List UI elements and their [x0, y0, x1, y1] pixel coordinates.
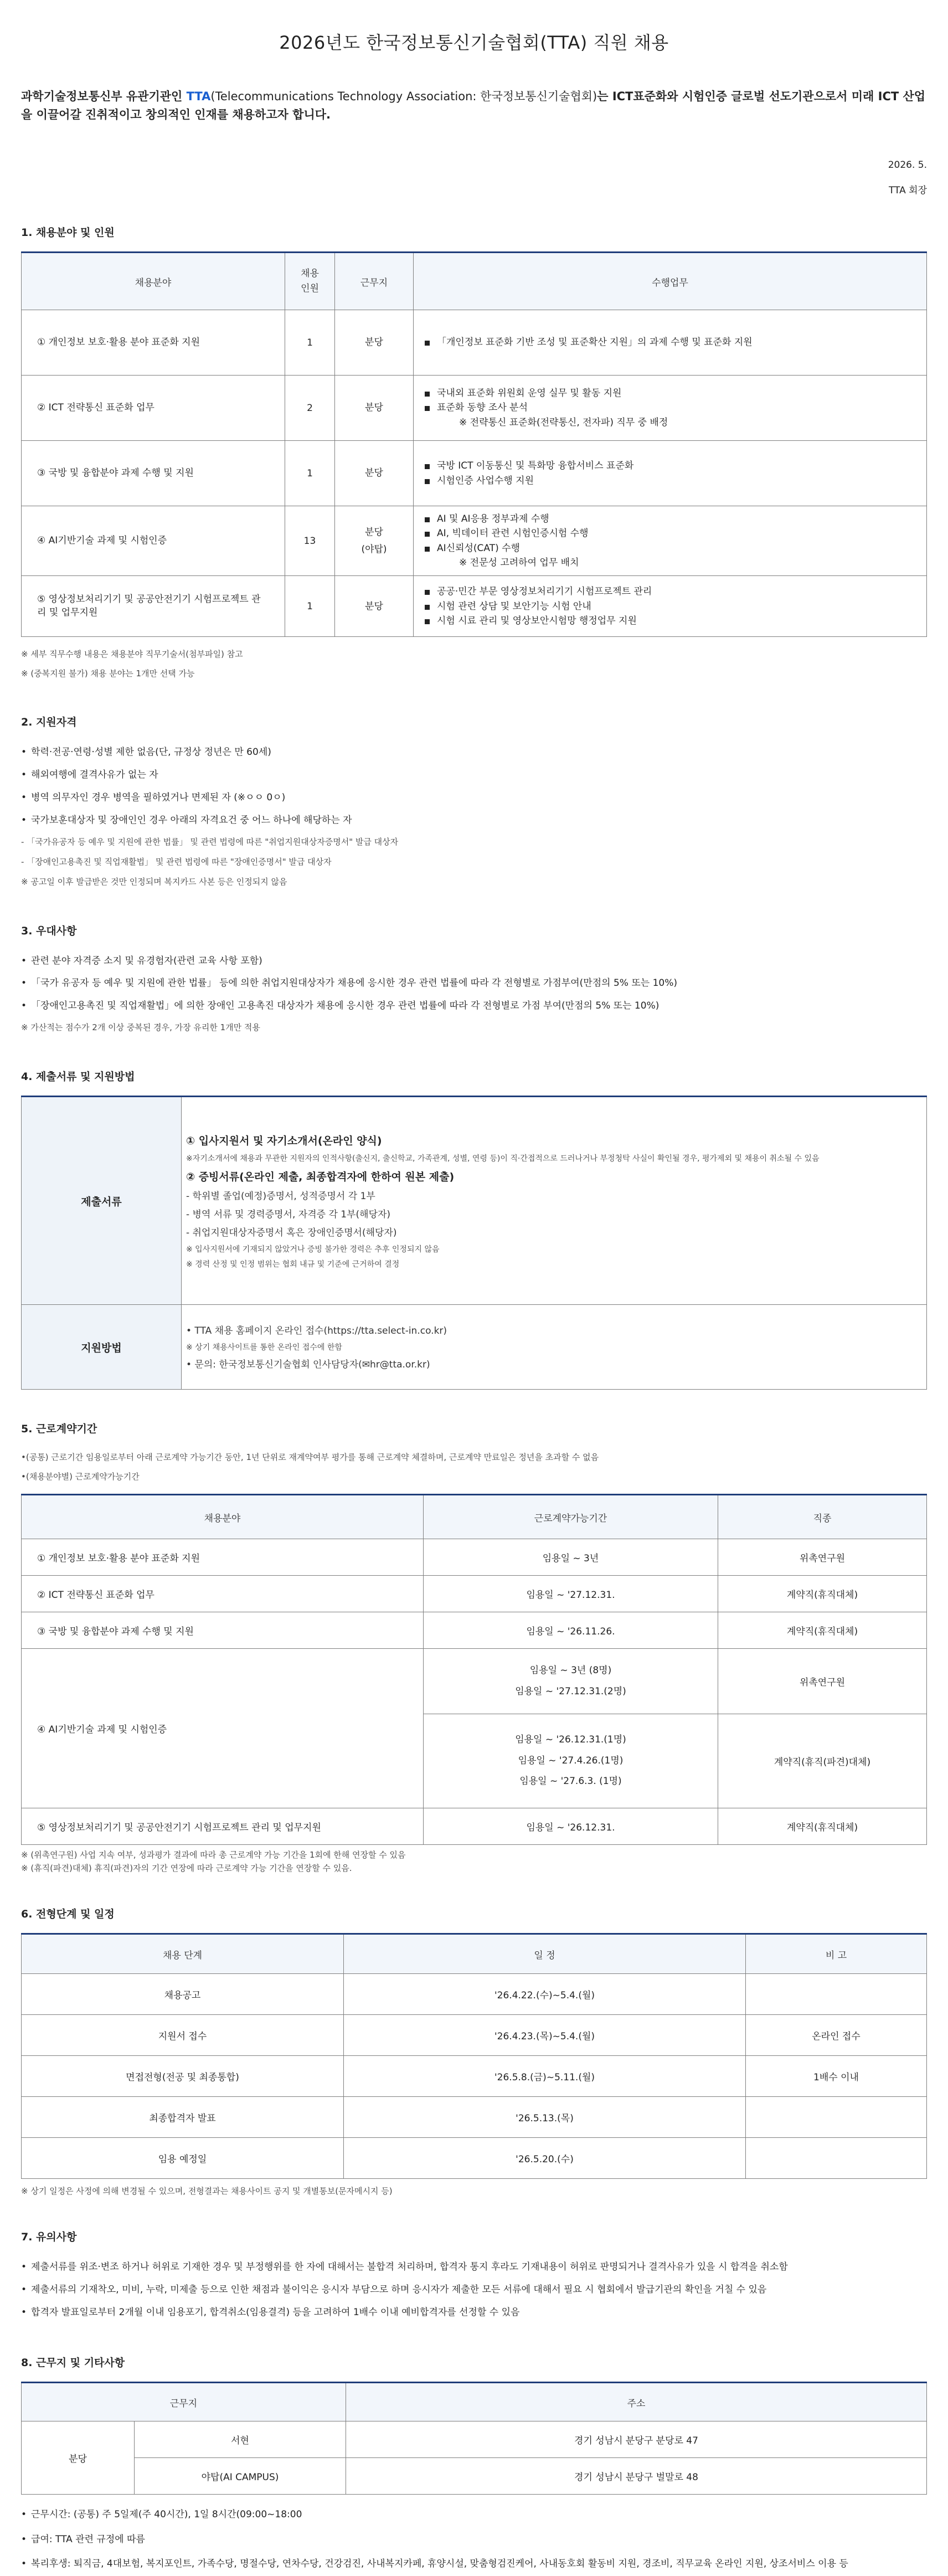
- list-item: • 합격자 발표일로부터 2개월 이내 임용포기, 합격취소(임용결격) 등을 고려하여 1배수 이내 예비합격자를 선정할 수 있음: [21, 2301, 927, 2324]
- doc-line: ① 입사지원서 및 자기소개서(온라인 양식): [186, 1135, 382, 1148]
- table-row: [22, 506, 927, 576]
- task-list: [421, 386, 919, 430]
- field-name: ② ICT 전략통신 표준화 업무: [22, 1576, 424, 1612]
- period-cell: [424, 1808, 718, 1845]
- field-name: ① 개인정보 보호·활용 분야 표준화 지원: [22, 310, 285, 376]
- stage-date: '26.4.23.(목)~5.4.(월): [344, 2015, 746, 2056]
- table-row: [22, 1539, 927, 1576]
- col-header: 일 정: [344, 1934, 746, 1974]
- task-cell: [414, 441, 927, 506]
- task-list: [421, 459, 919, 488]
- section-preferences: [21, 923, 927, 1037]
- note: ※ (휴직(파견)대체) 휴직(파견)자의 기간 연장에 따라 근로계약 가능 기간을 연장할 수 있음.: [21, 1863, 352, 1874]
- period-line: 임용일 ~ '26.11.26.: [526, 1626, 615, 1638]
- task-cell: [414, 506, 927, 576]
- task-item: 「개인정보 표준화 기반 조성 및 표준확산 지원」의 과제 수행 및 표준화 지원: [437, 335, 919, 349]
- col-header: 채용 인원: [285, 253, 335, 310]
- hire-count: 13: [285, 506, 335, 576]
- stage-date: '26.5.8.(금)~5.11.(월): [344, 2056, 746, 2097]
- workplace-site: 서현: [135, 2421, 346, 2458]
- hire-count: 1: [285, 310, 335, 376]
- table-row: [22, 376, 927, 441]
- stage-note: 온라인 접수: [746, 2015, 927, 2056]
- doc-line: - 병역 서류 및 경력증명서, 자격증 각 1부(해당자): [186, 1209, 391, 1220]
- table-row: [22, 576, 927, 637]
- section-heading: 4. 제출서류 및 지원방법: [21, 1071, 135, 1083]
- section-documents: [21, 1068, 927, 1390]
- stage-date: '26.4.22.(수)~5.4.(월): [344, 1974, 746, 2015]
- section-heading: 2. 지원자격: [21, 716, 77, 729]
- task-item: 국내외 표준화 위원회 운영 실무 및 활동 지원: [437, 386, 919, 400]
- task-item: ※ 전문성 고려하여 업무 배치: [459, 557, 579, 569]
- col-header: 채용분야: [22, 1495, 424, 1539]
- task-item: 표준화 동향 조사 분석: [437, 400, 919, 415]
- list-item: • 병역 의무자인 경우 병역을 필하였거나 면제된 자 (※ㅇㅇ 0ㅇ): [21, 786, 927, 809]
- field-name: ⑤ 영상정보처리기기 및 공공안전기기 시험프로젝트 관리 및 업무지원: [22, 1808, 424, 1845]
- qualification-list: [21, 741, 927, 891]
- note: ※ 세부 직무수행 내용은 채용분야 직무기술서(첨부파일) 참고: [21, 649, 243, 660]
- intro-part3: 는 ICT표준화와 시험인증 글로벌 선도기관으로서 미래 ICT 산업을 이끌어갈 진취적이고 창의적인 인재를 채용하고자 합니다.: [21, 90, 926, 121]
- preference-list: [21, 950, 927, 1037]
- location: 분당: [335, 576, 414, 637]
- location: 분당: [335, 376, 414, 441]
- caution-list: [21, 2256, 927, 2323]
- location: 분당: [335, 441, 414, 506]
- section-qualifications: [21, 714, 927, 891]
- period-cell: [424, 1714, 718, 1808]
- page-title: 2026년도 한국정보통신기술협회(TTA) 직원 채용: [279, 32, 669, 53]
- task-item: ※ 전략통신 표준화(전략통신, 전자파) 직무 중 배정: [459, 417, 668, 428]
- job-type: 계약직(휴직(파견)대체): [718, 1714, 927, 1808]
- docs-label: 제출서류: [22, 1097, 182, 1305]
- misc-list: [21, 2502, 927, 2576]
- intro-text: [21, 88, 927, 124]
- stage-note: [746, 1974, 927, 2015]
- documents-table: [21, 1096, 927, 1390]
- section-heading: 3. 우대사항: [21, 924, 77, 937]
- location: 분당: [335, 310, 414, 376]
- job-type: 계약직(휴직대체): [718, 1808, 927, 1845]
- period-line: 임용일 ~ '27.4.26.(1명): [518, 1755, 624, 1766]
- signoff: [21, 152, 927, 203]
- field-name: ② ICT 전략통신 표준화 업무: [22, 376, 285, 441]
- doc-line: ※ 경력 산정 및 인정 범위는 협회 내규 및 기준에 근거하여 결정: [186, 1260, 400, 1269]
- schedule-table: [21, 1933, 927, 2179]
- task-item: 공공·민간 부문 영상정보처리기기 시험프로젝트 관리: [437, 584, 919, 599]
- intro-part1: 과학기술정보통신부 유관기관인: [21, 90, 187, 103]
- task-list: [421, 335, 919, 349]
- stage-name: 지원서 접수: [22, 2015, 344, 2056]
- stage-name: 최종합격자 발표: [22, 2097, 344, 2138]
- contract-pre: •(공통) 근로기간 임용일로부터 아래 근로계약 가능기간 동안, 1년 단위로 재계약여부 평가를 통해 근로계약 체결하며, 근로계약 만료일은 정년을 초과할 수 없음: [21, 1452, 599, 1463]
- list-item: • 복리후생: 퇴직금, 4대보험, 복지포인트, 가족수당, 명절수당, 연차수당, 건강검진, 사내복지카페, 휴양시설, 맞춤형검진케어, 사내동호회 활동비 지원, 경조비, 직무교육 온라인 지원, 상조서비스 이용 등: [21, 2552, 927, 2576]
- period-line: 임용일 ~ '27.12.31.: [526, 1590, 615, 1601]
- note: ※ (중복지원 불가) 채용 분야는 1개만 선택 가능: [21, 668, 195, 678]
- workplace-site: 야탑(AI CAMPUS): [135, 2458, 346, 2495]
- col-header: 채용 단계: [22, 1934, 344, 1974]
- hire-count: 1: [285, 441, 335, 506]
- stage-name: 채용공고: [22, 1974, 344, 2015]
- contract-pre: •(채용분야별) 근로계약가능기간: [21, 1471, 140, 1482]
- task-item: 시험 시료 관리 및 영상보안시험망 행정업무 지원: [437, 614, 919, 628]
- section-caution: [21, 2229, 927, 2323]
- field-name: ④ AI기반기술 과제 및 시험인증: [22, 506, 285, 576]
- job-type: 위촉연구원: [718, 1539, 927, 1576]
- job-type: 계약직(휴직대체): [718, 1612, 927, 1649]
- col-header: 비 고: [746, 1934, 927, 1974]
- doc-line: ② 증빙서류(온라인 제출, 최종합격자에 한하여 원본 제출): [186, 1170, 455, 1183]
- stage-name: 면접전형(전공 및 최종통합): [22, 2056, 344, 2097]
- hire-count: 2: [285, 376, 335, 441]
- doc-line: - 학위별 졸업(예정)증명서, 성적증명서 각 1부: [186, 1190, 375, 1202]
- doc-line: ※자기소개서에 채용과 무관한 지원자의 인적사항(출신지, 출신학교, 가족관계, 성별, 연령 등)이 직·간접적으로 드러나거나 부정청탁 사실이 확인될 경우, 평가제외 및 채용이 취소될 수 있음: [186, 1154, 820, 1164]
- section-heading: 6. 전형단계 및 일정: [21, 1908, 115, 1921]
- col-header: 채용분야: [22, 253, 285, 310]
- workplace-table: [21, 2382, 927, 2495]
- period-line: 임용일 ~ '26.12.31.: [526, 1822, 615, 1834]
- field-name: ⑤ 영상정보처리기기 및 공공안전기기 시험프로젝트 관리 및 업무지원: [22, 576, 285, 637]
- list-item: • 국가보훈대상자 및 장애인인 경우 아래의 자격요건 중 어느 하나에 해당하는 자: [21, 809, 927, 832]
- method-line: • 문의: 한국정보통신기술협회 인사담당자(✉hr@tta.or.kr): [186, 1359, 430, 1370]
- list-item: - 「장애인고용촉진 및 직업재활법」 및 관련 법령에 따른 "장애인증명서" 발급 대상자: [21, 856, 332, 867]
- task-cell: [414, 376, 927, 441]
- field-name: ③ 국방 및 융합분야 과제 수행 및 지원: [22, 1612, 424, 1649]
- period-line: 임용일 ~ 3년 (8명): [529, 1665, 612, 1677]
- recruitment-notice: [21, 0, 927, 2576]
- list-item: • 「장애인고용촉진 및 직업재활법」에 의한 장애인 고용촉진 대상자가 채용에 응시한 경우 관련 법률에 따라 각 전형별로 가점 부여(만점의 5% 또는 10%): [21, 995, 927, 1017]
- stage-note: [746, 2097, 927, 2138]
- intro-part2: (Telecommunications Technology Association: 한국정보통신기술협회): [210, 90, 597, 103]
- table-row: [22, 2138, 927, 2179]
- workplace-group: 분당: [22, 2421, 135, 2495]
- contract-table: [21, 1494, 927, 1845]
- table-row: [22, 1808, 927, 1845]
- task-item: 국방 ICT 이동통신 및 특화망 융합서비스 표준화: [437, 459, 919, 473]
- section-contract: [21, 1421, 927, 1875]
- task-list: [421, 512, 919, 570]
- table-row: [22, 1649, 927, 1714]
- signoff-date: 2026. 5.: [888, 160, 927, 171]
- period-cell: [424, 1539, 718, 1576]
- period-cell: [424, 1649, 718, 1714]
- field-name: ① 개인정보 보호·활용 분야 표준화 지원: [22, 1539, 424, 1576]
- stage-date: '26.5.13.(목): [344, 2097, 746, 2138]
- list-item: • 관련 분야 자격증 소지 및 유경험자(관련 교육 사항 포함): [21, 950, 927, 973]
- col-header: 근무지: [22, 2383, 346, 2421]
- list-item: • 「국가 유공자 등 예우 및 지원에 관한 법률」 등에 의한 취업지원대상자가 채용에 응시한 경우 관련 법률에 따라 각 전형별로 가점부여(만점의 5% 또는 10%): [21, 972, 927, 995]
- intro-accent: TTA: [186, 90, 211, 103]
- section-heading: 5. 근로계약기간: [21, 1423, 97, 1436]
- list-item: • 제출서류를 위조·변조 하거나 허위로 기재한 경우 및 부정행위를 한 자에 대해서는 불합격 처리하며, 합격자 통지 후라도 기재내용이 허위로 판명되거나 결격사유가 있을 시 합격을 취소함: [21, 2256, 927, 2279]
- list-item: • 해외여행에 결격사유가 없는 자: [21, 764, 927, 786]
- col-header: 근로계약가능기간: [424, 1495, 718, 1539]
- list-item: ※ 가산적는 점수가 2개 이상 중복된 경우, 가장 유리한 1개만 적용: [21, 1022, 260, 1033]
- signoff-signer: TTA 회장: [888, 185, 927, 197]
- section-heading: 7. 유의사항: [21, 2231, 77, 2244]
- table-row: [22, 2097, 927, 2138]
- period-line: 임용일 ~ '27.6.3. (1명): [519, 1776, 622, 1787]
- list-item: • 학력·전공·연령·성별 제한 없음(단, 규정상 정년은 만 60세): [21, 741, 927, 764]
- table-row: [22, 1576, 927, 1612]
- list-item: - 「국가유공자 등 예우 및 지원에 관한 법률」 및 관련 법령에 따른 "취업지원대상자증명서" 발급 대상자: [21, 836, 399, 847]
- period-cell: [424, 1576, 718, 1612]
- col-header: 직종: [718, 1495, 927, 1539]
- list-item: ※ 공고일 이후 발급받은 것만 인정되며 복지카드 사본 등은 인정되지 않음: [21, 876, 287, 887]
- col-header: 주소: [346, 2383, 927, 2421]
- job-type: 위촉연구원: [718, 1649, 927, 1714]
- doc-line: ※ 입사지원서에 기재되지 않았거나 증빙 불가한 경력은 추후 인정되지 않음: [186, 1245, 440, 1254]
- location: 분당 (야탑): [335, 506, 414, 576]
- stage-note: [746, 2138, 927, 2179]
- period-line: 임용일 ~ 3년: [542, 1553, 599, 1565]
- method-line: ※ 상기 채용사이트를 통한 온라인 접수에 한함: [186, 1343, 342, 1353]
- task-list: [421, 584, 919, 628]
- period-cell: [424, 1612, 718, 1649]
- method-line: • TTA 채용 홈페이지 온라인 접수(https://tta.select-in.co.kr): [186, 1325, 447, 1337]
- list-item: • 급여: TTA 관련 규정에 따름: [21, 2527, 927, 2552]
- task-cell: [414, 310, 927, 376]
- table-row: [22, 2056, 927, 2097]
- table-row: [22, 1612, 927, 1649]
- list-item: • 근무시간: (공통) 주 5일제(주 40시간), 1일 8시간(09:00~18:00: [21, 2502, 927, 2527]
- job-type: 계약직(휴직대체): [718, 1576, 927, 1612]
- task-item: AI 및 AI응용 정부과제 수행: [437, 512, 919, 526]
- stage-note: 1배수 이내: [746, 2056, 927, 2097]
- table-row: [22, 1974, 927, 2015]
- method-body: [182, 1305, 927, 1390]
- note: ※ 상기 일정은 사정에 의해 변경될 수 있으며, 전형결과는 채용사이트 공지 및 개별통보(문자메시지 등): [21, 2186, 393, 2197]
- task-cell: [414, 576, 927, 637]
- workplace-address: 경기 성남시 분당구 벌말로 48: [346, 2458, 927, 2495]
- workplace-address: 경기 성남시 분당구 분당로 47: [346, 2421, 927, 2458]
- period-line: 임용일 ~ '26.12.31.(1명): [515, 1734, 626, 1746]
- task-item: AI, 빅데이터 관련 시험인증시험 수행: [437, 526, 919, 541]
- section-fields: [21, 224, 927, 683]
- docs-body: [182, 1097, 927, 1305]
- task-item: 시험 관련 상담 및 보안기능 시험 안내: [437, 599, 919, 614]
- field-name: ④ AI기반기술 과제 및 시험인증: [22, 1649, 424, 1808]
- list-item: • 제출서류의 기재착오, 미비, 누락, 미제출 등으로 인한 채점과 불이익은 응시자 부담으로 하며 응시자가 제출한 모든 서류에 대해서 필요 시 협회에서 발급기관의 확인을 거칠 수 있음: [21, 2279, 927, 2301]
- table-row: [22, 441, 927, 506]
- section-workplace: [21, 2354, 927, 2576]
- task-item: AI신뢰성(CAT) 수행: [437, 541, 919, 556]
- task-item: 시험인증 사업수행 지원: [437, 474, 919, 488]
- hire-count: 1: [285, 576, 335, 637]
- col-header: 근무지: [335, 253, 414, 310]
- doc-line: - 취업지원대상자증명서 혹은 장애인증명서(해당자): [186, 1227, 397, 1239]
- section-heading: 1. 채용분야 및 인원: [21, 227, 115, 239]
- section-schedule: [21, 1906, 927, 2198]
- period-line: 임용일 ~ '27.12.31.(2명): [515, 1685, 626, 1697]
- field-name: ③ 국방 및 융합분야 과제 수행 및 지원: [22, 441, 285, 506]
- col-header: 수행업무: [414, 253, 927, 310]
- fields-table: [21, 251, 927, 637]
- section-heading: 8. 근무지 및 기타사항: [21, 2357, 125, 2369]
- stage-date: '26.5.20.(수): [344, 2138, 746, 2179]
- table-row: [22, 2015, 927, 2056]
- method-label: 지원방법: [22, 1305, 182, 1390]
- stage-name: 임용 예정일: [22, 2138, 344, 2179]
- table-row: [22, 310, 927, 376]
- note: ※ (위촉연구원) 사업 지속 여부, 성과평가 결과에 따라 총 근로계약 가능 기간을 1회에 한해 연장할 수 있음: [21, 1850, 406, 1860]
